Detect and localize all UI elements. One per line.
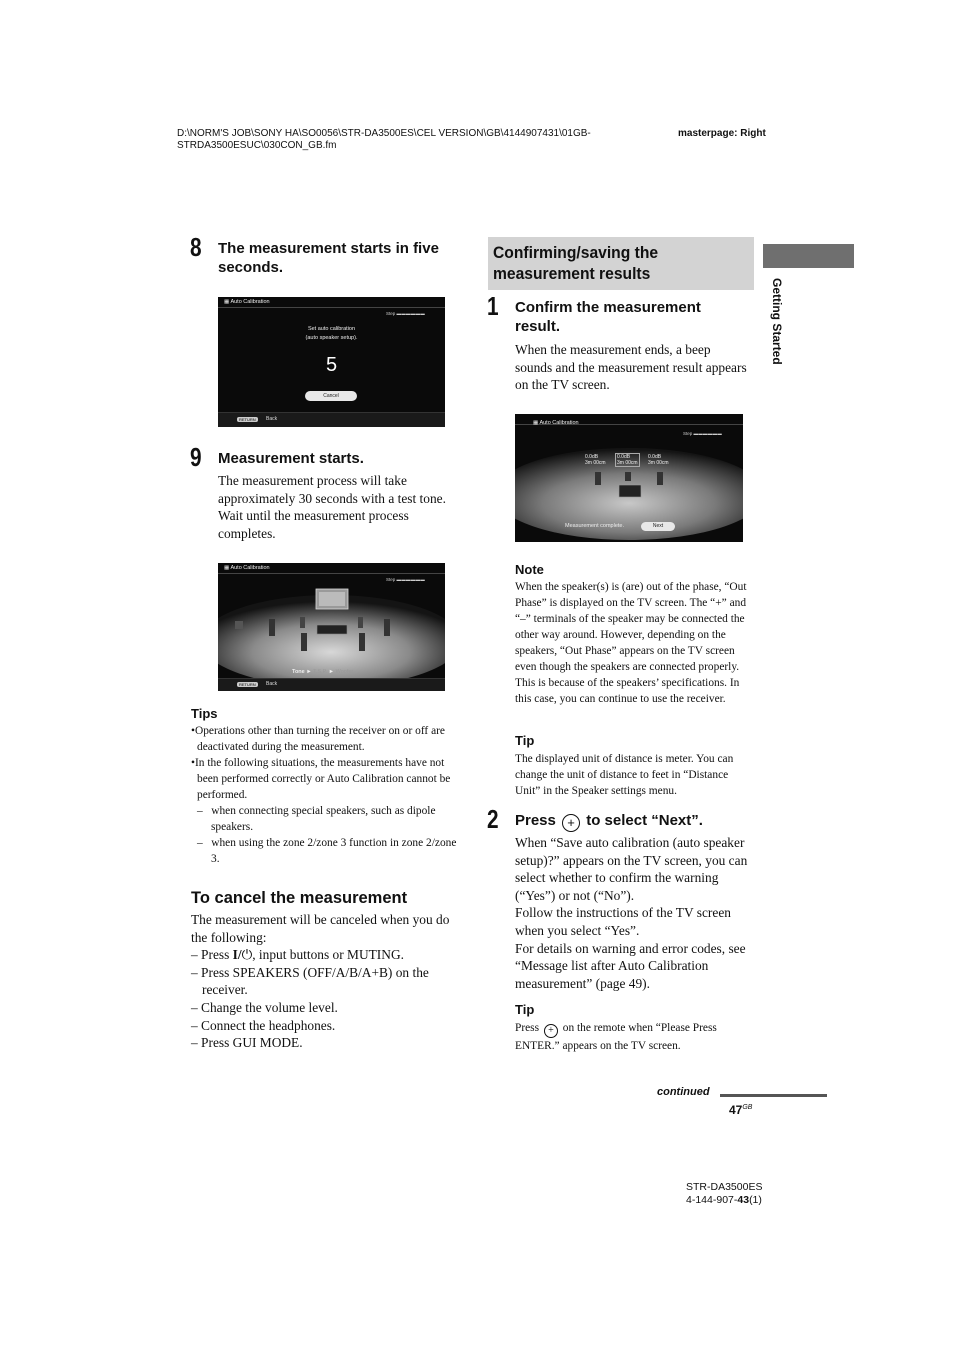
section-tab-label: Getting Started <box>770 278 784 365</box>
calibration-icon: ▦ <box>533 420 539 426</box>
tip-item-text: Operations other than turning the receiver on or off are deactivated during the measurement. <box>195 725 445 753</box>
model-code-prefix: 4-144-907- <box>686 1194 738 1206</box>
step-9-body: The measurement process will take approximately 30 seconds with a test tone. Wait until the measurement process completes. <box>218 473 446 541</box>
screen-measuring <box>218 563 445 691</box>
continued-bar <box>720 1094 827 1097</box>
model-code-bold: 43 <box>737 1194 750 1206</box>
back-label: Back <box>266 681 278 687</box>
arrow-right-icon: ► <box>306 669 312 675</box>
screen-title-text: Auto Calibration <box>230 299 270 305</box>
tip-label: Tip <box>515 1002 535 1017</box>
cancel-intro: The measurement will be canceled when you do the following: <box>191 912 450 945</box>
arrow-right-icon: ► <box>328 669 335 675</box>
tip-item-text: In the following situations, the measurements have not been performed correctly or Auto Calibration cannot be performed. <box>195 757 451 801</box>
note-label: Note <box>515 562 544 577</box>
tip-item: •In the following situations, the measurements have not been performed correctly or Auto Calibration cannot be performed. <box>191 757 451 801</box>
enter-button-icon: + <box>562 814 580 832</box>
step-8-title: The measurement starts in five seconds. <box>218 240 439 276</box>
next-button[interactable]: Next <box>641 522 675 531</box>
step-progress <box>386 311 424 316</box>
tips-label: Tips <box>191 706 218 721</box>
channel-distance: 3m 00cm <box>617 460 638 466</box>
woofer-label: Woofer <box>335 669 354 675</box>
continued-label: continued <box>657 1086 710 1098</box>
screen-title-text: Auto Calibration <box>539 420 579 426</box>
cancel-item: – Connect the headphones. <box>191 1017 336 1033</box>
channel-front-right <box>648 454 669 466</box>
step-2-body-para: For details on warning and error codes, see “Message list after Auto Calibration measurement” (page 49). <box>515 940 746 991</box>
tsp-label: T.S.P. <box>313 669 328 675</box>
screen-title <box>224 299 270 305</box>
file-path <box>177 128 657 152</box>
step-progress-dots: ▬ ▬ ▬ ▬ ▬ ▬ <box>396 311 425 316</box>
step-2-title <box>515 811 755 832</box>
page-number-suffix: GB <box>742 1104 753 1111</box>
step-progress-dots: ▬ ▬ ▬ ▬ ▬ ▬ <box>396 577 425 582</box>
screen-footer <box>218 678 445 691</box>
tip-subitem: – when connecting special speakers, such as dipole speakers. <box>197 805 436 833</box>
banner-line2: measurement results <box>493 264 651 283</box>
model-name: STR-DA3500ES <box>686 1181 763 1193</box>
countdown-message-line1: Set auto calibration <box>307 326 356 332</box>
section-banner <box>488 237 754 290</box>
tips-list <box>191 723 457 867</box>
page-number <box>729 1103 752 1117</box>
cancel-item-prefix: – Press <box>191 947 233 963</box>
cancel-item-suffix: , input buttons or MUTING. <box>252 947 404 963</box>
section-tab <box>763 244 854 268</box>
cancel-item: – Press SPEAKERS (OFF/A/B/A+B) on the receiver. <box>191 964 429 998</box>
step-2-title-suffix: to select “Next”. <box>586 812 703 829</box>
step-1-body: When the measurement ends, a beep sounds and the measurement result appears on the TV screen. <box>515 342 747 393</box>
power-standby-icon: ⏻ <box>241 947 253 963</box>
tip-body-suffix: on the remote when “Please Press ENTER.” appears on the TV screen. <box>515 1022 717 1052</box>
screen-footer <box>218 412 445 427</box>
cancel-item: – Press GUI MODE. <box>191 1035 303 1051</box>
screen-title <box>533 420 579 426</box>
step-9-number: 9 <box>190 442 202 472</box>
tip-body <box>515 1020 755 1054</box>
step-progress-label: Step <box>386 311 396 316</box>
back-label: Back <box>266 416 278 422</box>
file-path-line2: STRDA3500ESUC\030CON_GB.fm <box>177 140 337 151</box>
masterpage-label: masterpage: Right <box>678 128 766 139</box>
channel-front-left <box>585 454 606 466</box>
model-code-suffix: (1) <box>749 1194 762 1206</box>
tip-body: The displayed unit of distance is meter. You can change the unit of distance to feet in “Distance Unit” in the Speaker settings menu. <box>515 753 734 797</box>
model-info <box>686 1181 762 1207</box>
cancel-button[interactable]: Cancel <box>305 391 357 401</box>
cancel-item <box>191 946 459 964</box>
step-2-number: 2 <box>487 804 499 834</box>
tip-body-prefix: Press <box>515 1022 540 1034</box>
calibration-icon: ▦ <box>224 299 230 305</box>
step-progress <box>386 577 424 582</box>
countdown-message <box>218 325 445 343</box>
channel-level: 0.0dB <box>617 454 631 460</box>
countdown-number: 5 <box>325 354 338 376</box>
step-2-body-para: Follow the instructions of the TV screen when you select “Yes”. <box>515 905 731 938</box>
channel-distance: 3m 00cm <box>585 460 606 466</box>
screen-title-text: Auto Calibration <box>230 565 270 571</box>
power-symbol: I/ <box>232 947 242 963</box>
channel-level: 0.0dB <box>648 454 662 460</box>
step-2-title-prefix: Press <box>515 812 556 829</box>
note-body: When the speaker(s) is (are) out of the phase, “Out Phase” is displayed on the TV screen. The “+” and “–” terminals of the speaker may be connected the other way around. However, depending on the speakers, “Out Phase” appears on the TV screen even though the speakers are connected properly. This is because of the speakers’ specifications. In this case, you can continue to use the receiver. <box>515 581 747 705</box>
step-progress-dots: ▬ ▬ ▬ ▬ ▬ ▬ <box>693 431 722 436</box>
page-number-value: 47 <box>729 1103 743 1117</box>
cancel-item: – Change the volume level. <box>191 999 338 1015</box>
calibration-icon: ▦ <box>224 565 230 571</box>
file-path-line1: D:\NORM'S JOB\SONY HA\SO0056\STR-DA3500ES\CEL VERSION\GB\4144907431\01GB- <box>177 128 591 139</box>
tone-label: Tone <box>292 669 305 675</box>
tip-subitem-text: when connecting special speakers, such as dipole speakers. <box>211 805 436 833</box>
step-progress <box>683 431 721 436</box>
tip-subitem: – when using the zone 2/zone 3 function in zone 2/zone 3. <box>197 837 457 865</box>
return-button[interactable]: RETURN <box>239 417 256 422</box>
step-progress-label: Step <box>683 431 693 436</box>
step-9-title: Measurement starts. <box>218 450 364 467</box>
screen-title <box>224 565 270 571</box>
model-code <box>686 1194 762 1207</box>
channel-level: 0.0dB <box>585 454 599 460</box>
cancel-body <box>191 911 459 1052</box>
tip-subitem-text: when using the zone 2/zone 3 function in zone 2/zone 3. <box>211 837 457 865</box>
step-1-number: 1 <box>487 291 499 321</box>
screen-results <box>515 414 743 542</box>
tip-item: •Operations other than turning the receiver on or off are deactivated during the measurement. <box>191 725 445 753</box>
channel-distance: 3m 00cm <box>648 460 669 466</box>
banner-line1: Confirming/saving the <box>493 243 659 262</box>
return-button[interactable]: RETURN <box>239 682 256 687</box>
countdown-message-line2: (auto speaker setup). <box>305 335 358 341</box>
screen-countdown <box>218 297 445 427</box>
step-1-title: Confirm the measurement result. <box>515 299 701 335</box>
complete-message: Measurement complete. <box>565 523 624 529</box>
channel-center[interactable] <box>615 453 640 467</box>
measure-sequence <box>292 669 353 675</box>
cancel-heading: To cancel the measurement <box>191 889 408 907</box>
tip-label: Tip <box>515 733 535 748</box>
step-8-number: 8 <box>190 232 202 262</box>
enter-button-icon: + <box>544 1024 558 1038</box>
section-banner-title <box>493 242 658 284</box>
step-2-body-para: When “Save auto calibration (auto speaker setup)?” appears on the TV screen, you can select whether to confirm the warning (“Yes”) or not (“No”). <box>515 835 748 903</box>
step-2-body <box>515 834 755 992</box>
step-progress-label: Step <box>386 577 396 582</box>
